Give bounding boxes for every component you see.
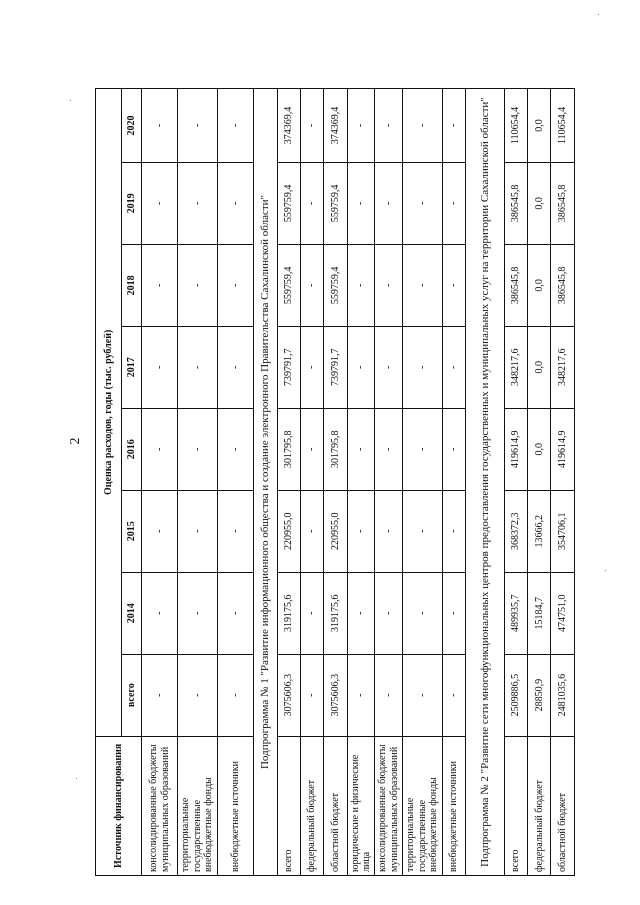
value-cell: -	[301, 162, 324, 244]
value-cell: -	[347, 490, 375, 572]
value-cell: 110654,4	[504, 89, 527, 163]
value-cell: -	[142, 326, 178, 408]
value-cell: -	[178, 326, 218, 408]
value-cell: -	[218, 572, 254, 654]
value-cell: -	[142, 490, 178, 572]
value-cell: 319175,6	[324, 572, 347, 654]
source-label: федеральный бюджет	[528, 736, 551, 875]
value-cell: -	[142, 244, 178, 326]
source-label: внебюджетные источники	[218, 736, 254, 875]
source-label: территориальные государственные внебюджетные фонды	[403, 736, 443, 875]
financing-table	[95, 88, 575, 876]
value-cell: -	[301, 326, 324, 408]
table-row	[403, 89, 443, 876]
table-row	[443, 89, 466, 876]
value-cell: 348217,6	[504, 326, 527, 408]
value-cell: -	[178, 654, 218, 736]
value-cell: -	[403, 654, 443, 736]
scan-speck	[70, 100, 71, 101]
estimate-header: Оценка расходов, годы (тыс. рублей)	[96, 89, 122, 737]
value-cell: 220955,0	[277, 490, 300, 572]
value-cell: -	[218, 408, 254, 490]
value-cell: 0,0	[528, 408, 551, 490]
source-label: консолидированные бюджеты муниципальных образований	[142, 736, 178, 875]
value-cell: 301795,8	[277, 408, 300, 490]
value-cell: 319175,6	[277, 572, 300, 654]
value-cell: -	[178, 490, 218, 572]
scan-speck	[598, 14, 599, 15]
value-cell: -	[178, 89, 218, 163]
value-cell: 386545,8	[504, 244, 527, 326]
value-cell: 0,0	[528, 89, 551, 163]
value-cell: 374369,4	[324, 89, 347, 163]
table-row	[277, 89, 300, 876]
subprogram-title: Подпрограмма № 2 "Развитие сети многофункциональных центров предоставления государственных и муниципальных услуг на территории Сахалинской области"	[466, 89, 504, 876]
value-cell: -	[142, 408, 178, 490]
value-cell: -	[218, 490, 254, 572]
source-label: областной бюджет	[324, 736, 347, 875]
value-cell: -	[347, 162, 375, 244]
value-cell: -	[375, 326, 403, 408]
value-cell: -	[375, 654, 403, 736]
value-cell: -	[142, 89, 178, 163]
value-cell: -	[403, 162, 443, 244]
value-cell: 368372,3	[504, 490, 527, 572]
value-cell: -	[142, 654, 178, 736]
table-row	[551, 89, 575, 876]
value-cell: -	[375, 572, 403, 654]
value-cell: -	[347, 89, 375, 163]
value-cell: -	[347, 654, 375, 736]
value-cell: -	[443, 408, 466, 490]
value-cell: -	[403, 244, 443, 326]
value-cell: 386545,8	[504, 162, 527, 244]
value-cell: -	[301, 654, 324, 736]
value-cell: -	[218, 326, 254, 408]
scan-speck	[605, 570, 606, 571]
value-cell: 386545,8	[551, 244, 575, 326]
year-column-header: 2016	[122, 408, 142, 490]
value-cell: -	[142, 572, 178, 654]
value-cell: -	[375, 408, 403, 490]
value-cell: -	[178, 162, 218, 244]
table-row	[301, 89, 324, 876]
value-cell: -	[347, 244, 375, 326]
value-cell: 3075606,3	[277, 654, 300, 736]
subprogram-title: Подпрограмма № 1 "Развитие информационного общества и создание электронного Правительства Сахалинской области"	[254, 89, 277, 876]
value-cell: 354706,1	[551, 490, 575, 572]
table-row	[178, 89, 218, 876]
value-cell: 15184,7	[528, 572, 551, 654]
value-cell: -	[347, 326, 375, 408]
value-cell: 28850,9	[528, 654, 551, 736]
value-cell: 3075606,3	[324, 654, 347, 736]
value-cell: 0,0	[528, 162, 551, 244]
year-column-header: 2014	[122, 572, 142, 654]
scan-speck	[76, 778, 77, 779]
value-cell: -	[347, 572, 375, 654]
source-label: всего	[277, 736, 300, 875]
value-cell: 489935,7	[504, 572, 527, 654]
source-column-header: Источник финансирования	[96, 736, 142, 875]
value-cell: -	[443, 162, 466, 244]
value-cell: 374369,4	[277, 89, 300, 163]
value-cell: -	[403, 408, 443, 490]
year-column-header: 2015	[122, 490, 142, 572]
value-cell: -	[375, 162, 403, 244]
value-cell: -	[301, 490, 324, 572]
value-cell: 13666,2	[528, 490, 551, 572]
value-cell: 739791,7	[324, 326, 347, 408]
value-cell: 348217,6	[551, 326, 575, 408]
value-cell: -	[178, 408, 218, 490]
value-cell: -	[301, 408, 324, 490]
value-cell: 739791,7	[277, 326, 300, 408]
value-cell: -	[443, 654, 466, 736]
value-cell: -	[375, 89, 403, 163]
source-label: юридические и физические лица	[347, 736, 375, 875]
source-label: всего	[504, 736, 527, 875]
value-cell: -	[443, 572, 466, 654]
value-cell: -	[218, 654, 254, 736]
value-cell: 0,0	[528, 326, 551, 408]
value-cell: -	[403, 572, 443, 654]
year-column-header: 2018	[122, 244, 142, 326]
source-label: внебюджетные источники	[443, 736, 466, 875]
rotated-table-area	[95, 88, 575, 876]
table-row	[218, 89, 254, 876]
value-cell: 2509886,5	[504, 654, 527, 736]
value-cell: -	[403, 326, 443, 408]
table-row	[504, 89, 527, 876]
value-cell: 474751,0	[551, 572, 575, 654]
value-cell: 559759,4	[324, 244, 347, 326]
value-cell: 559759,4	[277, 162, 300, 244]
table-row	[142, 89, 178, 876]
source-label: федеральный бюджет	[301, 736, 324, 875]
value-cell: -	[218, 162, 254, 244]
value-cell: -	[178, 572, 218, 654]
year-column-header: 2019	[122, 162, 142, 244]
value-cell: 301795,8	[324, 408, 347, 490]
value-cell: 110654,4	[551, 89, 575, 163]
year-column-header: 2017	[122, 326, 142, 408]
page-number: 2	[68, 437, 83, 445]
value-cell: -	[301, 572, 324, 654]
value-cell: -	[443, 490, 466, 572]
source-label: консолидированные бюджеты муниципальных образований	[375, 736, 403, 875]
value-cell: 0,0	[528, 244, 551, 326]
value-cell: -	[443, 89, 466, 163]
value-cell: -	[443, 244, 466, 326]
source-label: территориальные государственные внебюджетные фонды	[178, 736, 218, 875]
value-cell: 559759,4	[324, 162, 347, 244]
value-cell: 2481035,6	[551, 654, 575, 736]
value-cell: -	[142, 162, 178, 244]
table-row	[528, 89, 551, 876]
value-cell: -	[375, 244, 403, 326]
value-cell: -	[301, 89, 324, 163]
table-row	[375, 89, 403, 876]
value-cell: 419614,9	[504, 408, 527, 490]
value-cell: -	[301, 244, 324, 326]
value-cell: 419614,9	[551, 408, 575, 490]
value-cell: -	[347, 408, 375, 490]
value-cell: -	[403, 89, 443, 163]
value-cell: -	[178, 244, 218, 326]
value-cell: 220955,0	[324, 490, 347, 572]
value-cell: -	[443, 326, 466, 408]
value-cell: -	[403, 490, 443, 572]
value-cell: 386545,8	[551, 162, 575, 244]
year-column-header: 2020	[122, 89, 142, 163]
table-row	[324, 89, 347, 876]
year-column-header: всего	[122, 654, 142, 736]
value-cell: -	[375, 490, 403, 572]
value-cell: -	[218, 244, 254, 326]
source-label: областной бюджет	[551, 736, 575, 875]
table-row	[347, 89, 375, 876]
value-cell: 559759,4	[277, 244, 300, 326]
value-cell: -	[218, 89, 254, 163]
